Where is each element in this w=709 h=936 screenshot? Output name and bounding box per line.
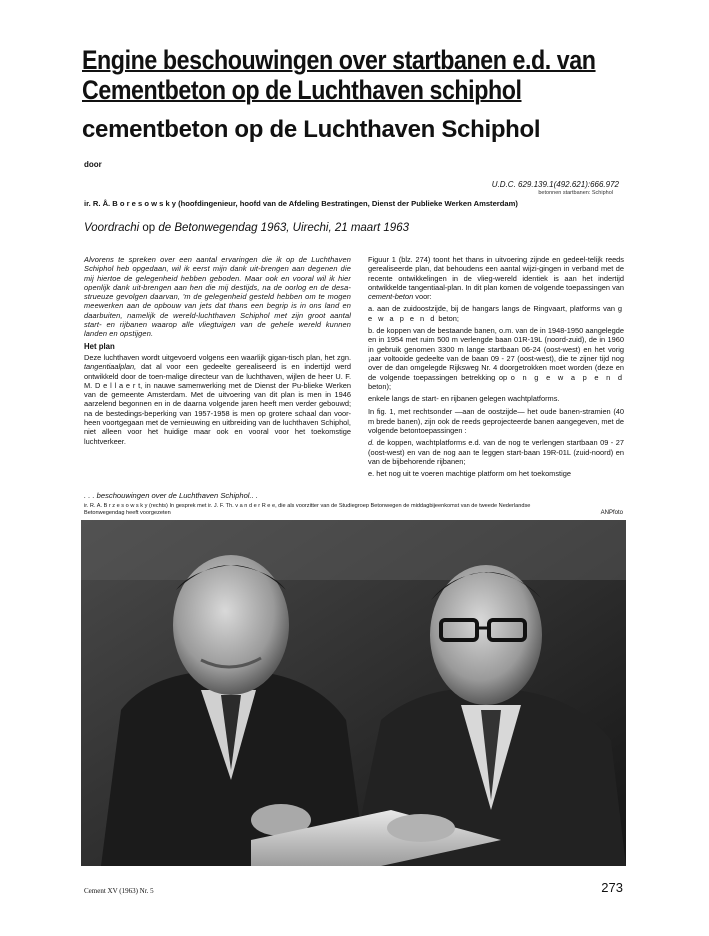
- lecture-note: [84, 222, 409, 234]
- headline-line-2: Cementbeton op de Luchthaven schiphol: [82, 75, 522, 105]
- intro-paragraph: Alvorens te spreken over een aantal ervaringen die ik op de Luchthaven Schiphol heb opgedaan, wil ik eerst mijn dank uit-brengen aan degenen die mij hiertoe de gelegenheid hebben geboden. Maar ook en vooral wil ik hier openlijk dank uit-brengen aan hen die mij destijds, na de oorlog en de desa-strueuze gevolgen daarvan, 'm de gelegenheid gesteld hebben om te mogen meewerken aan de opbouw van jets dat thans een begrip is in ons land en daarbuiten, namelijk de wereld-luchthaven Schiphol met zijn groot aantal start- en rijbanen waarop alle vliegtuigen van de gehele wereld kunnen landen en opstijgen.: [84, 255, 351, 339]
- item-b-end: beton);: [368, 381, 392, 391]
- author-line: ir. R. Å. B o r e s o w s k y (hoofdingenieur, hoofd van de Afdeling Bestratingen, Dienst der Publieke Werken Amsterdam): [84, 199, 518, 208]
- photo-illustration: [81, 520, 626, 866]
- item-d-letter: d.: [368, 438, 375, 448]
- photo-credit: ANPfoto: [600, 510, 623, 516]
- udc-classification: U.D.C. 629.139.1(492.621):666.972: [491, 180, 619, 189]
- journal-footer: Cement XV (1963) Nr. 5: [84, 887, 154, 895]
- subheading-het-plan: Het plan: [84, 341, 115, 351]
- figure-term: cement-beton: [368, 292, 414, 302]
- plan-paragraph: [84, 353, 351, 446]
- lecture-note-rest: de Betonwegendag 1963, Uirechi, 21 maart 1963: [158, 222, 409, 234]
- lecture-note-mid: op: [139, 222, 159, 234]
- item-a-end: beton;: [438, 313, 459, 323]
- plan-text-3: , in nauwe samenwerking met de Dienst der Pu-blieke Werken van de gemeente Amsterdam. Met de uitvoering van dit plan is men in 1946 aarzelend begonnen en in de daarna volgende jaren heeft men verder gebouwd; na de bestedings-beperking van 1957-1958 is men op grotere schaal dan voor-heen voortgegaan met de vernieuwing en uitbreiding van de luchthaven Schiphol, niet alleen voor het huidige maar ook en vooral voor het toekomstige luchtverkeer.: [84, 380, 351, 446]
- list-item-a: [368, 304, 624, 323]
- page-number: 273: [601, 880, 623, 895]
- figure-text: Figuur 1 (blz. 274) toont het thans in uitvoering zijnde en gedeel-telijk reeds gerealiseerde plan, dat behoudens een aantal wijzi-gingen in verband met de recente ontwikkelingen in de vlieg-wereld identiek is aan het indertijd ontwikkelde tangentiaal-plan. In dit plan komen de volgende toepassingen van: [368, 255, 624, 292]
- item-b-text: b. de koppen van de bestaande banen, o.m. van de in 1948-1950 aangelegde en in 1954 met ruim 500 m verlengde baan 01R-19L (noord-zuid), de in 1960 in gebruik genomen 3300 m lange startbaan 06-24 (oost-west) en het vorig ¡aar voltooide gedeelte van de baan 09 - 27 (oost-west), die te zijner tijd nog over de dan omgelegde Rijksweg Nr. 4 doorgetrokken moet worden (deze en de volgende toepassingen betrekking op: [368, 326, 624, 382]
- article-photo: [81, 520, 626, 866]
- plan-text-2: dat al voor een gedeelte gerealiseerd is en indertijd werd ontwikkeld door de toen-malige directeur van de luchthaven, wijlen de heer U. F. M.: [84, 362, 351, 390]
- fig-paragraph: In fig. 1, met rechtsonder —aan de oostzijde— het oude banen-stramien (40 m brede banen), zijn ook de reeds geprojecteerde banen aangegeven, met de volgende betontoepassingen :: [368, 407, 624, 436]
- article-title: cementbeton op de Luchthaven Schiphol: [82, 116, 541, 143]
- left-column: [84, 255, 351, 449]
- figure-paragraph: [368, 255, 624, 301]
- udc-subject: betonnen startbanen: Schiphol: [538, 190, 613, 196]
- item-a-spaced: g e w a p e n d: [368, 304, 624, 323]
- plan-text-1: Deze luchthaven wordt uitgevoerd volgens een waarlijk gigan-tisch plan, het zgn.: [84, 352, 351, 362]
- right-column: [368, 255, 624, 482]
- headline-line-1: Engine beschouwingen over startbanen e.d. van: [82, 45, 596, 75]
- item-d-text: de koppen, wachtplatforms e.d. van de nog te verlengen startbaan 09 - 27 (oost-west) en van de nog aan te leggen start-baan 19R-01L (zuid-noord) en van de bijbehorende rijbanen;: [368, 438, 624, 466]
- list-item-c: [368, 394, 624, 404]
- plan-term: tangentiaalplan,: [84, 362, 137, 372]
- byline-door: door: [84, 160, 102, 169]
- list-item-d: [368, 438, 624, 466]
- figure-text-end: voor:: [415, 292, 432, 302]
- item-a-text: a. aan de zuidoostzijde, bij de hangars langs de Ringvaart, platforms van: [368, 304, 616, 314]
- list-item-b: [368, 326, 624, 391]
- item-c-text: enkele langs de start- en rijbanen gelegen wachtplatforms.: [368, 394, 560, 404]
- item-b-spaced: o n g e w a p e n d: [510, 372, 624, 382]
- lecture-note-italic: Voordrachi: [84, 222, 140, 234]
- plan-person: D e l l a e r t: [95, 380, 141, 390]
- photo-caption: ir. R. A. B r z e s o w s k y (rechts) In gesprek met ir. J. F. Th. v a n d e r R e e, die als voorzitter van de Studiegroep Betonwegen de middagbijeenkomst van de tweede Nederlandse Betonwegendag heeft voorgezeten: [84, 503, 531, 516]
- list-item-e: e. het nog uit te voeren machtige platform om het toekomstige: [368, 469, 571, 479]
- caption-tease: . . . beschouwingen over de Luchthaven Schiphol.. .: [84, 491, 258, 500]
